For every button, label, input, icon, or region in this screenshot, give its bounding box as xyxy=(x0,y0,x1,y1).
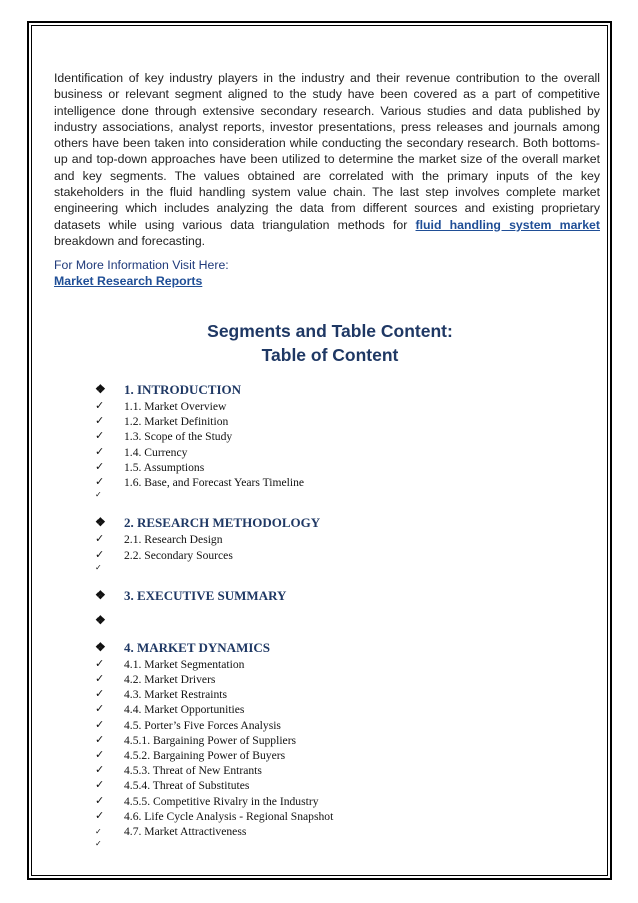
toc-item: ✓ 4.7. Market Attractiveness xyxy=(95,824,247,838)
toc-item: ✓ 4.4. Market Opportunities xyxy=(95,703,245,717)
checkmark-icon: ✓ xyxy=(95,718,105,731)
paragraph-text: Identification of key industry players in the industry and their revenue contribution to the overall business or relevant segment aligned to the study have been covered as a part of competitive intelligence done through extensive secondary research. Various studies and data published by industry associations, analyst reports, investor presentations, press releases and journals among others have been taken into consideration while conducting the secondary research. Both bottoms-up and top-down approaches have been utilized to determine the market size of the overall market and key segments. The values obtained are correlated with the primary inputs of the key stakeholders in the fluid handling system value chain. The last step involves complete market engineering which includes analyzing the data from different sources and existing proprietary datasets while using various data triangulation methods for xyxy=(54,71,600,232)
checkmark-icon: ✓ xyxy=(95,430,105,443)
toc-empty-section xyxy=(95,611,535,630)
checkmark-icon: ✓ xyxy=(95,764,105,777)
checkmark-icon: ✓ xyxy=(95,415,105,428)
checkmark-icon: ✓ xyxy=(95,826,102,836)
checkmark-icon: ✓ xyxy=(95,809,105,822)
more-info-label: For More Information Visit Here: xyxy=(54,258,229,272)
checkmark-icon: ✓ xyxy=(95,475,105,488)
toc-item: ✓ 4.6. Life Cycle Analysis - Regional Snapshot xyxy=(95,809,334,823)
checkmark-icon: ✓ xyxy=(95,400,105,412)
toc-item: ✓ 1.4. Currency xyxy=(95,445,188,459)
checkmark-icon: ✓ xyxy=(95,490,102,500)
toc-item: ✓ 4.5.1. Bargaining Power of Suppliers xyxy=(95,733,297,747)
toc-item: ✓ 4.3. Market Restraints xyxy=(95,688,228,702)
segments-heading: Segments and Table Content: xyxy=(207,321,453,341)
checkmark-icon: ✓ xyxy=(95,533,105,546)
checkmark-icon: ✓ xyxy=(95,703,105,716)
toc-item: ✓ 4.5. Porter’s Five Forces Analysis xyxy=(95,718,281,732)
toc-item: ✓ 4.5.3. Threat of New Entrants xyxy=(95,764,262,778)
toc-section: ❖ 3. EXECUTIVE SUMMARY xyxy=(95,587,287,603)
checkmark-icon: ✓ xyxy=(95,562,102,572)
diamond-bullet-icon: ❖ xyxy=(95,639,106,654)
market-research-reports-link[interactable]: Market Research Reports xyxy=(54,274,203,288)
table-of-contents xyxy=(95,380,535,854)
toc-item: ✓ 2.1. Research Design xyxy=(95,533,223,547)
checkmark-icon: ✓ xyxy=(95,657,105,670)
toc-item: ✓ 1.2. Market Definition xyxy=(95,415,229,429)
toc-item: ✓ 4.5.5. Competitive Rivalry in the Industry xyxy=(95,794,319,808)
checkmark-icon: ✓ xyxy=(95,673,105,686)
checkmark-icon: ✓ xyxy=(95,749,105,761)
toc-empty-item xyxy=(95,839,535,854)
diamond-bullet-icon: ❖ xyxy=(95,515,106,530)
toc-item: ✓ 1.3. Scope of the Study xyxy=(95,430,233,444)
toc-empty-item xyxy=(95,563,535,578)
checkmark-icon: ✓ xyxy=(95,733,105,746)
checkmark-icon: ✓ xyxy=(95,839,102,849)
checkmark-icon: ✓ xyxy=(95,688,105,701)
diamond-bullet-icon: ❖ xyxy=(95,382,106,396)
checkmark-icon: ✓ xyxy=(95,794,105,807)
toc-section: ❖ 4. MARKET DYNAMICS xyxy=(95,639,271,655)
diamond-bullet-icon: ❖ xyxy=(95,587,106,602)
toc-item: ✓ 1.6. Base, and Forecast Years Timeline xyxy=(95,475,305,489)
paragraph-text-end: breakdown and forecasting. xyxy=(54,233,206,248)
toc-item: ✓ 1.5. Assumptions xyxy=(95,460,205,474)
checkmark-icon: ✓ xyxy=(95,445,105,458)
checkmark-icon: ✓ xyxy=(95,779,105,792)
intro-paragraph xyxy=(54,70,600,249)
toc-item: ✓ 4.1. Market Segmentation xyxy=(95,657,245,671)
toc-heading: Table of Content xyxy=(261,345,399,365)
checkmark-icon: ✓ xyxy=(95,460,105,473)
toc-item: ✓ 1.1. Market Overview xyxy=(95,400,227,413)
toc-item: ✓ 4.2. Market Drivers xyxy=(95,673,216,687)
fluid-handling-link[interactable]: fluid handling system market xyxy=(415,217,600,232)
toc-section: ❖ 1. INTRODUCTION xyxy=(95,382,242,397)
toc-empty-item xyxy=(95,490,535,505)
toc-item: ✓ 2.2. Secondary Sources xyxy=(95,548,233,562)
toc-item: ✓ 4.5.2. Bargaining Power of Buyers xyxy=(95,749,286,762)
diamond-bullet-icon: ❖ xyxy=(95,612,106,627)
toc-item: ✓ 4.5.4. Threat of Substitutes xyxy=(95,779,250,793)
toc-section: ❖ 2. RESEARCH METHODOLOGY xyxy=(95,515,321,531)
checkmark-icon: ✓ xyxy=(95,548,105,561)
